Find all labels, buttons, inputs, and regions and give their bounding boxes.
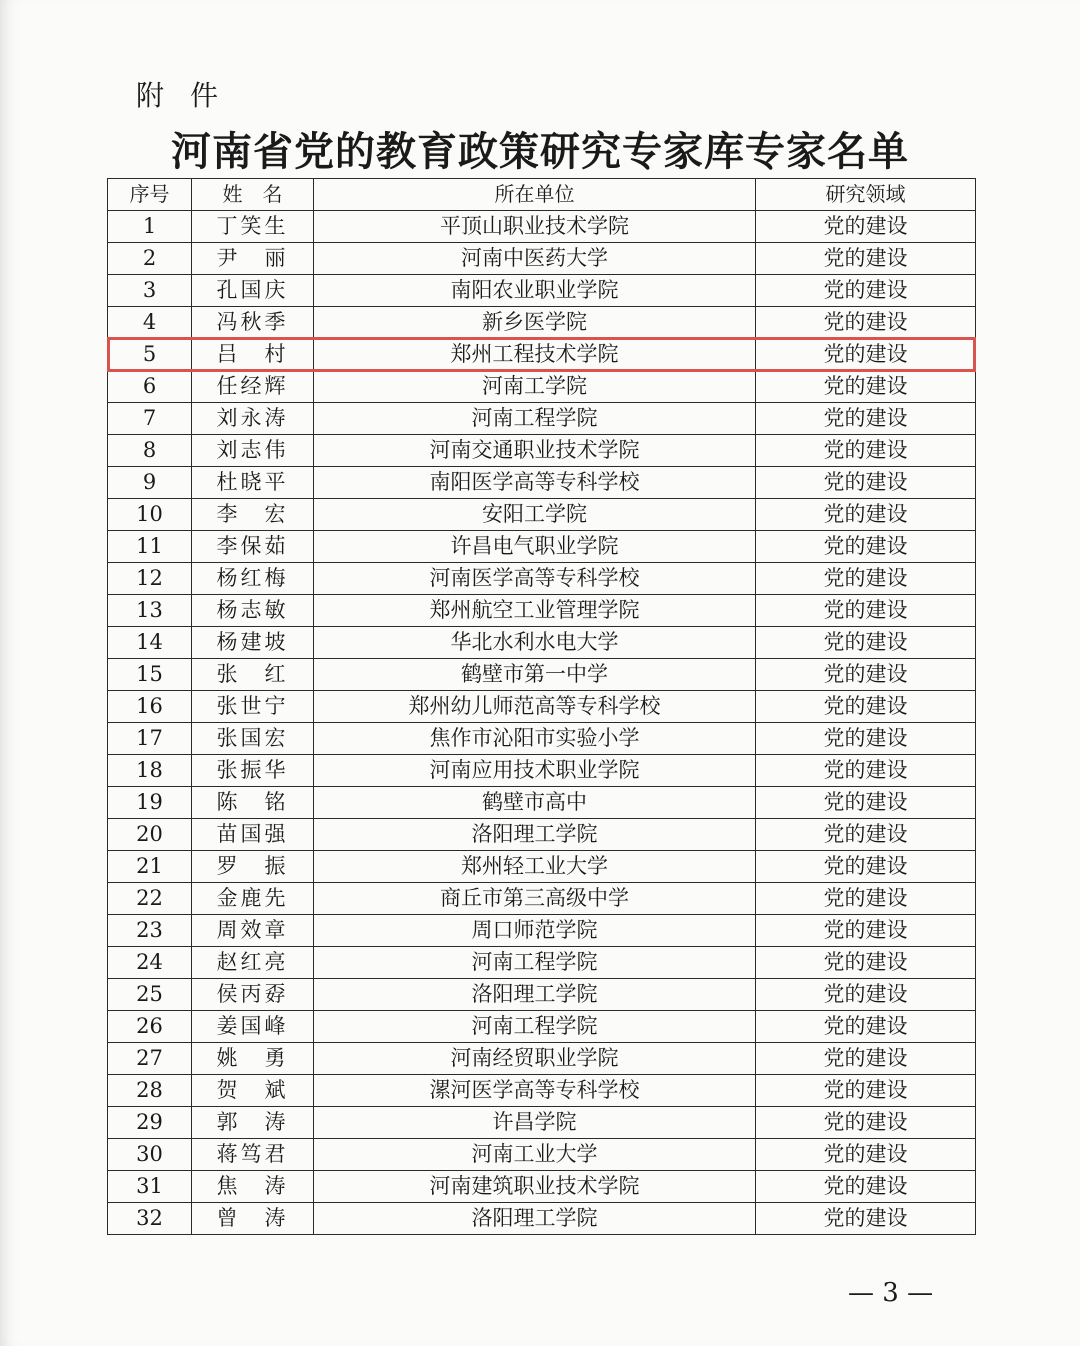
row-index: 3 — [108, 275, 192, 307]
row-unit: 安阳工学院 — [314, 499, 756, 531]
row-index: 10 — [108, 499, 192, 531]
row-unit: 鹤壁市高中 — [314, 787, 756, 819]
row-field: 党的建设 — [756, 499, 976, 531]
row-unit: 南阳医学高等专科学校 — [314, 467, 756, 499]
row-index: 28 — [108, 1075, 192, 1107]
row-unit: 洛阳理工学院 — [314, 1203, 756, 1235]
row-unit: 周口师范学院 — [314, 915, 756, 947]
row-field: 党的建设 — [756, 1171, 976, 1203]
table-row — [108, 211, 976, 243]
row-unit: 商丘市第三高级中学 — [314, 883, 756, 915]
row-index: 27 — [108, 1043, 192, 1075]
col-header-unit: 所在单位 — [314, 179, 756, 211]
row-field: 党的建设 — [756, 435, 976, 467]
table-row — [108, 403, 976, 435]
row-unit: 新乡医学院 — [314, 307, 756, 339]
row-unit: 鹤壁市第一中学 — [314, 659, 756, 691]
row-index: 18 — [108, 755, 192, 787]
row-name: 陈 铭 — [192, 787, 314, 819]
row-name: 尹 丽 — [192, 243, 314, 275]
row-field: 党的建设 — [756, 531, 976, 563]
row-index: 5 — [108, 339, 192, 371]
row-index: 23 — [108, 915, 192, 947]
row-name: 周效章 — [192, 915, 314, 947]
row-field: 党的建设 — [756, 595, 976, 627]
row-unit: 河南工业大学 — [314, 1139, 756, 1171]
row-name: 吕 村 — [192, 339, 314, 371]
row-index: 22 — [108, 883, 192, 915]
row-field: 党的建设 — [756, 787, 976, 819]
row-index: 29 — [108, 1107, 192, 1139]
row-name: 郭 涛 — [192, 1107, 314, 1139]
row-unit: 河南工学院 — [314, 371, 756, 403]
row-unit: 河南医学高等专科学校 — [314, 563, 756, 595]
page-number: — 3 — — [848, 1278, 934, 1308]
row-index: 19 — [108, 787, 192, 819]
row-unit: 河南交通职业技术学院 — [314, 435, 756, 467]
table-row — [108, 755, 976, 787]
row-name: 杨红梅 — [192, 563, 314, 595]
table-row — [108, 563, 976, 595]
table-row — [108, 595, 976, 627]
row-index: 16 — [108, 691, 192, 723]
row-index: 13 — [108, 595, 192, 627]
table-row — [108, 1075, 976, 1107]
table-row — [108, 787, 976, 819]
table-row — [108, 467, 976, 499]
col-header-field: 研究领域 — [756, 179, 976, 211]
row-index: 20 — [108, 819, 192, 851]
row-name: 丁笑生 — [192, 211, 314, 243]
row-index: 25 — [108, 979, 192, 1011]
table-row — [108, 883, 976, 915]
row-index: 1 — [108, 211, 192, 243]
row-name: 李保茹 — [192, 531, 314, 563]
row-name: 杜晓平 — [192, 467, 314, 499]
row-index: 2 — [108, 243, 192, 275]
table-row — [108, 851, 976, 883]
attachment-label: 附件 — [136, 79, 245, 112]
row-unit: 河南工程学院 — [314, 947, 756, 979]
row-index: 6 — [108, 371, 192, 403]
row-unit: 郑州轻工业大学 — [314, 851, 756, 883]
row-name: 任经辉 — [192, 371, 314, 403]
row-unit: 华北水利水电大学 — [314, 627, 756, 659]
col-header-index: 序号 — [108, 179, 192, 211]
row-field: 党的建设 — [756, 947, 976, 979]
row-name: 李 宏 — [192, 499, 314, 531]
row-field: 党的建设 — [756, 243, 976, 275]
table-row — [108, 1139, 976, 1171]
row-unit: 河南经贸职业学院 — [314, 1043, 756, 1075]
row-unit: 许昌电气职业学院 — [314, 531, 756, 563]
row-unit: 河南建筑职业技术学院 — [314, 1171, 756, 1203]
row-name: 杨建坡 — [192, 627, 314, 659]
table-row — [108, 531, 976, 563]
row-field: 党的建设 — [756, 1011, 976, 1043]
row-index: 21 — [108, 851, 192, 883]
table-row — [108, 947, 976, 979]
row-name: 姜国峰 — [192, 1011, 314, 1043]
table-row — [108, 627, 976, 659]
table-row — [108, 915, 976, 947]
row-index: 24 — [108, 947, 192, 979]
row-unit: 郑州航空工业管理学院 — [314, 595, 756, 627]
row-name: 赵红亮 — [192, 947, 314, 979]
row-unit: 河南工程学院 — [314, 403, 756, 435]
row-name: 冯秋季 — [192, 307, 314, 339]
row-index: 26 — [108, 1011, 192, 1043]
row-name: 杨志敏 — [192, 595, 314, 627]
row-field: 党的建设 — [756, 403, 976, 435]
table-row — [108, 371, 976, 403]
row-name: 蒋笃君 — [192, 1139, 314, 1171]
row-index: 8 — [108, 435, 192, 467]
row-unit: 南阳农业职业学院 — [314, 275, 756, 307]
row-unit: 河南工程学院 — [314, 1011, 756, 1043]
table-row — [108, 339, 976, 371]
table-row — [108, 499, 976, 531]
table-header-row — [108, 179, 976, 211]
table-row — [108, 1107, 976, 1139]
table-row — [108, 1171, 976, 1203]
row-index: 17 — [108, 723, 192, 755]
row-name: 罗 振 — [192, 851, 314, 883]
row-field: 党的建设 — [756, 1107, 976, 1139]
row-index: 30 — [108, 1139, 192, 1171]
row-unit: 焦作市沁阳市实验小学 — [314, 723, 756, 755]
row-index: 9 — [108, 467, 192, 499]
row-index: 4 — [108, 307, 192, 339]
row-field: 党的建设 — [756, 723, 976, 755]
row-field: 党的建设 — [756, 1043, 976, 1075]
table-row — [108, 1011, 976, 1043]
table-row — [108, 723, 976, 755]
row-index: 14 — [108, 627, 192, 659]
row-index: 15 — [108, 659, 192, 691]
row-field: 党的建设 — [756, 467, 976, 499]
row-name: 张振华 — [192, 755, 314, 787]
row-name: 曾 涛 — [192, 1203, 314, 1235]
row-index: 12 — [108, 563, 192, 595]
row-name: 侯丙孬 — [192, 979, 314, 1011]
row-name: 张世宁 — [192, 691, 314, 723]
row-unit: 洛阳理工学院 — [314, 979, 756, 1011]
row-field: 党的建设 — [756, 819, 976, 851]
row-field: 党的建设 — [756, 1203, 976, 1235]
row-name: 刘志伟 — [192, 435, 314, 467]
table-row — [108, 307, 976, 339]
row-name: 刘永涛 — [192, 403, 314, 435]
table-row — [108, 691, 976, 723]
row-unit: 洛阳理工学院 — [314, 819, 756, 851]
row-name: 张国宏 — [192, 723, 314, 755]
table-row — [108, 435, 976, 467]
table-row — [108, 1203, 976, 1235]
row-name: 焦 涛 — [192, 1171, 314, 1203]
row-field: 党的建设 — [756, 851, 976, 883]
col-header-name: 姓 名 — [192, 179, 314, 211]
row-name: 张 红 — [192, 659, 314, 691]
row-unit: 漯河医学高等专科学校 — [314, 1075, 756, 1107]
table-row — [108, 819, 976, 851]
table-row — [108, 275, 976, 307]
row-field: 党的建设 — [756, 883, 976, 915]
row-field: 党的建设 — [756, 307, 976, 339]
row-index: 11 — [108, 531, 192, 563]
row-field: 党的建设 — [756, 915, 976, 947]
row-name: 苗国强 — [192, 819, 314, 851]
row-field: 党的建设 — [756, 979, 976, 1011]
row-field: 党的建设 — [756, 339, 976, 371]
table-row — [108, 979, 976, 1011]
row-field: 党的建设 — [756, 275, 976, 307]
row-field: 党的建设 — [756, 627, 976, 659]
document-title: 河南省党的教育政策研究专家库专家名单 — [171, 129, 909, 175]
table-row — [108, 659, 976, 691]
row-field: 党的建设 — [756, 659, 976, 691]
row-field: 党的建设 — [756, 1075, 976, 1107]
table-row — [108, 1043, 976, 1075]
row-unit: 平顶山职业技术学院 — [314, 211, 756, 243]
table-row — [108, 243, 976, 275]
row-field: 党的建设 — [756, 563, 976, 595]
row-field: 党的建设 — [756, 211, 976, 243]
row-field: 党的建设 — [756, 691, 976, 723]
row-field: 党的建设 — [756, 755, 976, 787]
row-unit: 河南中医药大学 — [314, 243, 756, 275]
row-name: 金鹿先 — [192, 883, 314, 915]
table-body — [108, 211, 976, 1235]
row-unit: 河南应用技术职业学院 — [314, 755, 756, 787]
row-unit: 郑州工程技术学院 — [314, 339, 756, 371]
row-name: 孔国庆 — [192, 275, 314, 307]
expert-roster-table — [107, 178, 976, 1235]
row-field: 党的建设 — [756, 371, 976, 403]
row-index: 31 — [108, 1171, 192, 1203]
row-field: 党的建设 — [756, 1139, 976, 1171]
row-unit: 郑州幼儿师范高等专科学校 — [314, 691, 756, 723]
row-unit: 许昌学院 — [314, 1107, 756, 1139]
row-index: 7 — [108, 403, 192, 435]
row-name: 姚 勇 — [192, 1043, 314, 1075]
row-name: 贺 斌 — [192, 1075, 314, 1107]
row-index: 32 — [108, 1203, 192, 1235]
